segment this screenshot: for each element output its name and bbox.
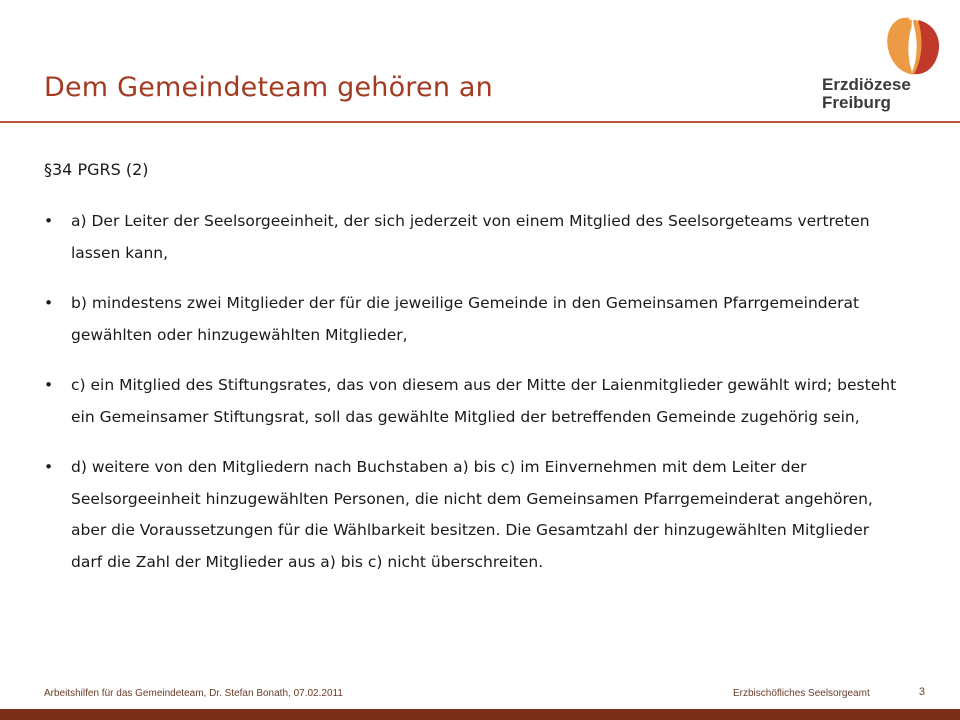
list-item bbox=[44, 206, 904, 269]
list-item bbox=[44, 452, 904, 578]
bullet-icon: • bbox=[44, 376, 54, 394]
logo-line-1: Erzdiözese bbox=[822, 75, 911, 94]
logo-line-2: Freiburg bbox=[822, 93, 891, 112]
list-item bbox=[44, 288, 904, 351]
title-divider bbox=[0, 121, 960, 123]
section-heading: §34 PGRS (2) bbox=[44, 160, 149, 179]
list-item-text: a) Der Leiter der Seelsorgeeinheit, der sich jederzeit von einem Mitglied des Seelsorgeteams vertreten lassen kann, bbox=[71, 212, 870, 262]
archdiocese-logo bbox=[818, 12, 948, 116]
footer-author-note: Arbeitshilfen für das Gemeindeteam, Dr. Stefan Bonath, 07.02.2011 bbox=[44, 688, 343, 699]
archdiocese-emblem-icon bbox=[878, 12, 948, 78]
bullet-icon: • bbox=[44, 458, 54, 476]
list-item bbox=[44, 370, 904, 433]
list-item-text: d) weitere von den Mitgliedern nach Buchstaben a) bis c) im Einvernehmen mit dem Leiter der Seelsorgeeinheit hinzugewählten Personen, die nicht dem Gemeinsamen Pfarrgemeinderat angehören, aber die Voraussetzungen für die Wählbarkeit besitzen. Die Gesamtzahl der hinzugewählten Mitglieder darf die Zahl der Mitglieder aus a) bis c) nicht überschreiten. bbox=[71, 458, 873, 571]
logo-wordmark bbox=[822, 76, 911, 112]
footer-department: Erzbischöfliches Seelsorgeamt bbox=[733, 688, 870, 699]
slide-title: Dem Gemeindeteam gehören an bbox=[44, 72, 493, 103]
bullet-icon: • bbox=[44, 212, 54, 230]
bullet-list bbox=[44, 206, 904, 597]
page-number: 3 bbox=[918, 686, 925, 698]
list-item-text: b) mindestens zwei Mitglieder der für die jeweilige Gemeinde in den Gemeinsamen Pfarrgemeinderat gewählten oder hinzugewählten Mitglieder, bbox=[71, 294, 860, 344]
footer-bar bbox=[0, 709, 960, 720]
bullet-icon: • bbox=[44, 294, 54, 312]
list-item-text: c) ein Mitglied des Stiftungsrates, das von diesem aus der Mitte der Laienmitglieder gewählt wird; besteht ein Gemeinsamer Stiftungsrat, soll das gewählte Mitglied der betreffenden Gemeinde zugehörig sein, bbox=[71, 376, 897, 426]
